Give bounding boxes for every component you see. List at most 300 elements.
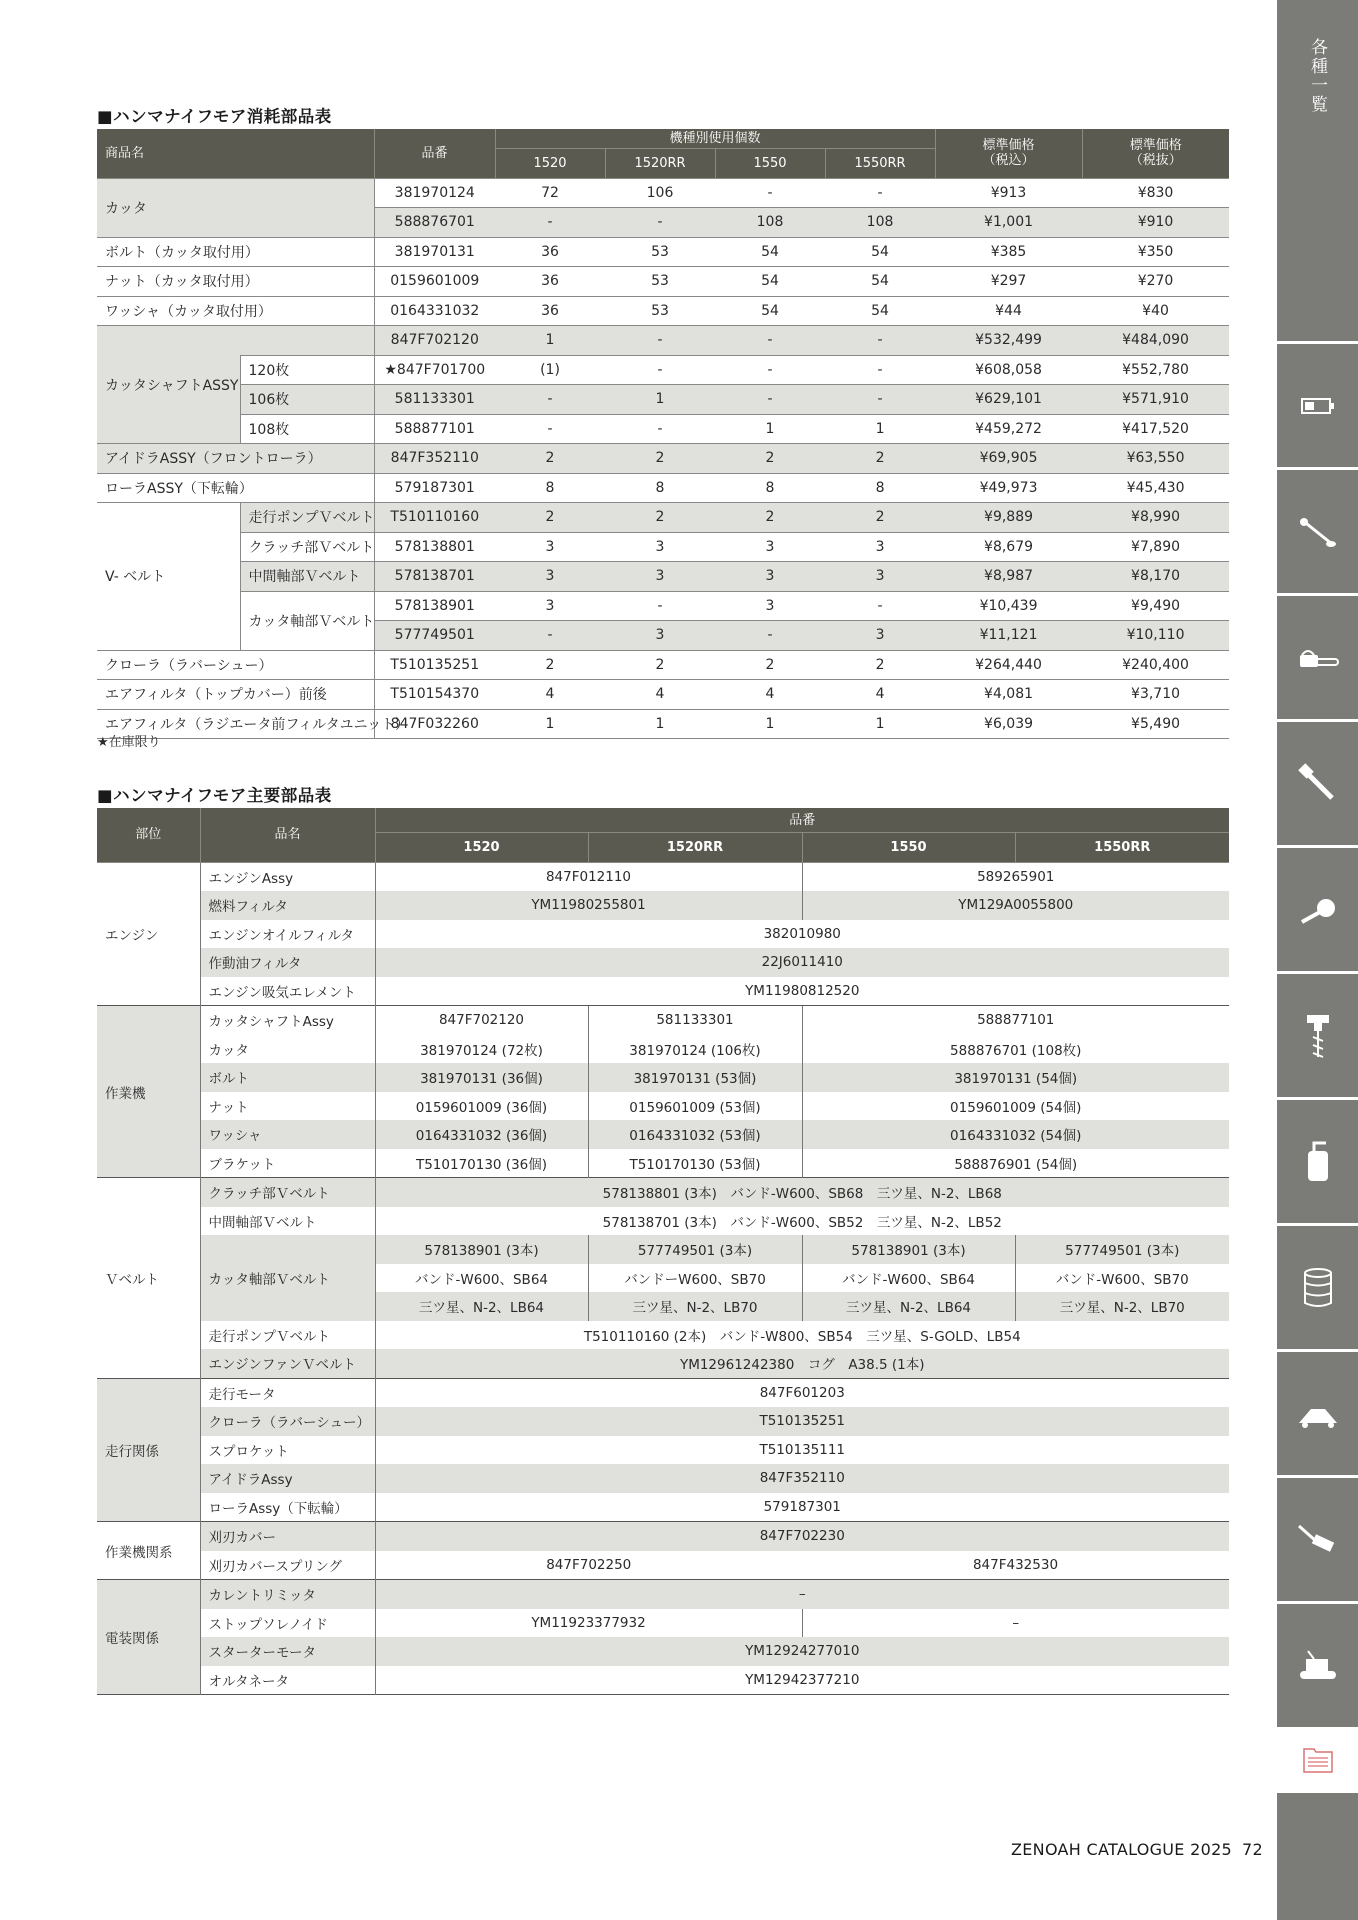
part-number: – (802, 1609, 1229, 1638)
table-row (97, 1666, 1229, 1695)
qty-cell: 2 (715, 650, 825, 680)
part-name: ナット (200, 1092, 375, 1121)
price-excl: ¥571,910 (1082, 385, 1229, 415)
tab-auger[interactable] (1277, 974, 1358, 1097)
part-number: YM11980255801 (375, 891, 802, 920)
qty-cell: - (715, 355, 825, 385)
qty-cell: 106 (605, 178, 715, 208)
qty-cell: - (825, 591, 935, 621)
qty-cell: 8 (495, 473, 605, 503)
tab-cultivator[interactable] (1277, 1478, 1358, 1601)
qty-cell: 54 (715, 237, 825, 267)
table-row (97, 709, 1229, 739)
qty-cell: 54 (825, 237, 935, 267)
tab-fuel-drum[interactable] (1277, 1226, 1358, 1349)
price-incl: ¥297 (935, 267, 1082, 297)
qty-cell: - (495, 621, 605, 651)
part-number: ★847F701700 (374, 355, 495, 385)
chainsaw-icon (1296, 643, 1340, 673)
qty-cell: 53 (605, 237, 715, 267)
qty-cell: 36 (495, 267, 605, 297)
header-model: 1550 (715, 149, 825, 179)
qty-cell: 3 (495, 532, 605, 562)
table-row (97, 1551, 1229, 1580)
part-number: 847F432530 (972, 1556, 1059, 1573)
qty-cell: 36 (495, 237, 605, 267)
qty-cell: 54 (825, 296, 935, 326)
table-row (97, 1349, 1229, 1378)
qty-cell: 2 (605, 503, 715, 533)
header-part-no: 品番 (375, 808, 1229, 833)
qty-cell: 8 (825, 473, 935, 503)
part-number: 588877101 (802, 1006, 1229, 1035)
part-name: クローラ（ラバーシュー） (200, 1407, 375, 1436)
main-parts-table (97, 808, 1229, 1695)
stock-note: ★在庫限り (97, 735, 161, 750)
table-row (97, 1235, 1229, 1264)
part-name: 刈刃カバースプリング (200, 1551, 375, 1580)
header-model: 1520RR (588, 833, 802, 863)
table-row (97, 267, 1229, 297)
table-row (97, 414, 1229, 444)
part-number: 381970124 (72枚) (375, 1035, 588, 1064)
part-name: 刈刃カバー (200, 1522, 375, 1551)
table-row (97, 1092, 1229, 1121)
part-name: オルタネータ (200, 1666, 375, 1695)
catalogue-name: ZENOAH CATALOGUE 2025 (1011, 1840, 1233, 1859)
qty-cell: - (825, 355, 935, 385)
qty-cell: 3 (825, 621, 935, 651)
table-row (97, 948, 1229, 977)
price-incl: ¥629,101 (935, 385, 1082, 415)
table-row (97, 1580, 1229, 1609)
part-number: 579187301 (374, 473, 495, 503)
table-row (97, 473, 1229, 503)
part-number: 0159601009 (53個) (588, 1092, 802, 1121)
qty-cell: 3 (715, 532, 825, 562)
qty-cell: 3 (495, 562, 605, 592)
tab-hammer-knife-mower[interactable] (1277, 1604, 1358, 1727)
table-row (97, 444, 1229, 474)
qty-cell: - (605, 355, 715, 385)
part-name: 燃料フィルタ (200, 891, 375, 920)
belt-spec: バンド-W600、SB64 (375, 1264, 588, 1293)
price-incl: ¥8,679 (935, 532, 1082, 562)
part-number: YM12961242380 コグ A38.5 (1本) (375, 1349, 1229, 1378)
qty-cell: 4 (825, 680, 935, 710)
part-number: YM12942377210 (375, 1666, 1229, 1695)
part-number: 0164331032 (53個) (588, 1120, 802, 1149)
qty-cell: - (715, 326, 825, 356)
table-row (97, 650, 1229, 680)
part-number: 0159601009 (54個) (802, 1092, 1229, 1121)
part-number: 847F702120 (375, 1006, 588, 1035)
belt-spec: バンド-W600、SB70 (1015, 1264, 1229, 1293)
header-section: 部位 (97, 808, 200, 862)
price-excl: ¥3,710 (1082, 680, 1229, 710)
belt-spec: 三ツ星、N-2、LB70 (588, 1292, 802, 1321)
belt-spec: 三ツ星、N-2、LB64 (375, 1292, 588, 1321)
part-number: 0159601009 (36個) (375, 1092, 588, 1121)
product-name: アイドラASSY（フロントローラ） (97, 444, 374, 474)
header-price-excl: 標準価格 （税抜） (1082, 129, 1229, 178)
product-name: エアフィルタ（ラジエータ前フィルタユニット） (97, 709, 374, 739)
part-number: 381970131 (54個) (802, 1063, 1229, 1092)
belt-spec: バンドーW600、SB70 (588, 1264, 802, 1293)
tab-hedge-trimmer[interactable] (1277, 722, 1358, 845)
part-number: 578138901 (374, 591, 495, 621)
product-name: クローラ（ラバーシュー） (97, 650, 374, 680)
part-number: 579187301 (375, 1493, 1229, 1522)
blower-icon (1298, 892, 1338, 928)
section-label: 作業機関系 (97, 1522, 200, 1580)
price-excl: ¥270 (1082, 267, 1229, 297)
belt-spec: バンド-W600、SB64 (802, 1264, 1015, 1293)
price-incl: ¥6,039 (935, 709, 1082, 739)
part-name: カレントリミッタ (200, 1580, 375, 1609)
sub-name: 中間軸部Ｖベルト (240, 562, 374, 592)
sub-name: 走行ポンプＶベルト (240, 503, 374, 533)
price-incl: ¥49,973 (935, 473, 1082, 503)
part-number: T510135111 (375, 1436, 1229, 1465)
header-model: 1520 (495, 149, 605, 179)
part-number: T510135251 (375, 1407, 1229, 1436)
qty-cell: 53 (605, 296, 715, 326)
table-row (97, 1178, 1229, 1207)
hammer-knife-mower-icon (1294, 1649, 1342, 1683)
part-name: 走行モータ (200, 1378, 375, 1407)
table-row (97, 1464, 1229, 1493)
product-name: ローラASSY（下転輪） (97, 473, 374, 503)
hedge-trimmer-icon (1298, 764, 1338, 804)
part-number: 381970131 (36個) (375, 1063, 588, 1092)
qty-cell: - (495, 208, 605, 238)
table-row (97, 532, 1229, 562)
part-number: 0164331032 (36個) (375, 1120, 588, 1149)
qty-cell: 3 (715, 562, 825, 592)
part-number: – (375, 1580, 1229, 1609)
part-number: T510110160 (2本) バンド-W800、SB54 三ツ星、S-GOLD、LB54 (375, 1321, 1229, 1350)
table-row (97, 1637, 1229, 1666)
part-number: 578138701 (3本) バンド-W600、SB52 三ツ星、N-2、LB52 (375, 1207, 1229, 1236)
mower-icon (1295, 1399, 1341, 1429)
index-label: 各種一覧 (1307, 38, 1327, 114)
part-name: スターターモータ (200, 1637, 375, 1666)
qty-cell: 3 (715, 591, 825, 621)
qty-cell: 1 (825, 709, 935, 739)
price-incl: ¥11,121 (935, 621, 1082, 651)
qty-cell: 2 (715, 444, 825, 474)
qty-cell: - (495, 385, 605, 415)
product-name: カッタ (97, 178, 374, 237)
price-excl: ¥417,520 (1082, 414, 1229, 444)
fuel-drum-icon (1302, 1267, 1334, 1309)
part-number: 581133301 (588, 1006, 802, 1035)
document-list-icon (1301, 1745, 1335, 1775)
section-label: 走行関係 (97, 1378, 200, 1522)
price-excl: ¥45,430 (1082, 473, 1229, 503)
price-excl: ¥830 (1082, 178, 1229, 208)
part-name: ボルト (200, 1063, 375, 1092)
product-name: ボルト（カッタ取付用） (97, 237, 374, 267)
part-number: T510154370 (374, 680, 495, 710)
part-name: エンジンAssy (200, 862, 375, 891)
part-number: 22J6011410 (375, 948, 1229, 977)
price-excl: ¥8,170 (1082, 562, 1229, 592)
belt-spec: 三ツ星、N-2、LB70 (1015, 1292, 1229, 1321)
qty-cell: 1 (605, 385, 715, 415)
price-excl: ¥484,090 (1082, 326, 1229, 356)
qty-cell: - (605, 326, 715, 356)
qty-cell: 54 (715, 296, 825, 326)
part-number: 847F702250 (375, 1551, 802, 1580)
part-number: 578138901 (3本) (802, 1235, 1015, 1264)
table-row (97, 1436, 1229, 1465)
table-row (97, 326, 1229, 356)
table-row (97, 1609, 1229, 1638)
part-name: 中間軸部Ｖベルト (200, 1207, 375, 1236)
part-number: 847F012110 (375, 862, 802, 891)
qty-cell: 2 (495, 650, 605, 680)
tab-mower[interactable] (1277, 1352, 1358, 1475)
part-number: 382010980 (375, 920, 1229, 949)
tab-blank (1277, 1793, 1358, 1920)
section-label: Ｖベルト (97, 1178, 200, 1379)
price-incl: ¥8,987 (935, 562, 1082, 592)
part-number: 588877101 (374, 414, 495, 444)
table-row (97, 1493, 1229, 1522)
table-row (97, 178, 1229, 208)
part-number: 577749501 (3本) (1015, 1235, 1229, 1264)
part-number: 381970124 (106枚) (588, 1035, 802, 1064)
part-number: 847F032260 (374, 709, 495, 739)
tab-index-list[interactable] (1277, 0, 1358, 341)
part-number: 581133301 (374, 385, 495, 415)
page-number: 72 (1242, 1840, 1263, 1859)
qty-cell: 1 (605, 709, 715, 739)
part-number: 577749501 (374, 621, 495, 651)
header-part-no: 品番 (374, 129, 495, 178)
price-excl: ¥8,990 (1082, 503, 1229, 533)
qty-cell: - (605, 591, 715, 621)
header-price-incl: 標準価格 （税込） (935, 129, 1082, 178)
qty-cell: 54 (825, 267, 935, 297)
cultivator-icon (1295, 1522, 1341, 1558)
qty-cell: - (825, 326, 935, 356)
qty-cell: 2 (825, 503, 935, 533)
price-incl: ¥913 (935, 178, 1082, 208)
product-name: V- ベルト (97, 503, 240, 651)
qty-cell: 2 (495, 503, 605, 533)
part-number: 381970124 (374, 178, 495, 208)
table-row (97, 591, 1229, 621)
part-number: 0159601009 (374, 267, 495, 297)
part-number: 847F352110 (375, 1464, 1229, 1493)
index-sidebar (1277, 0, 1358, 1920)
qty-cell: 108 (715, 208, 825, 238)
qty-cell: - (825, 178, 935, 208)
table-row (97, 1522, 1229, 1551)
table-row (97, 1149, 1229, 1178)
part-name: クラッチ部Ｖベルト (200, 1178, 375, 1207)
table-row (97, 1063, 1229, 1092)
price-incl: ¥10,439 (935, 591, 1082, 621)
price-excl: ¥552,780 (1082, 355, 1229, 385)
part-name: アイドラAssy (200, 1464, 375, 1493)
qty-cell: 1 (495, 326, 605, 356)
part-number: T510135251 (374, 650, 495, 680)
table-row (97, 503, 1229, 533)
qty-cell: 2 (605, 444, 715, 474)
header-model: 1520 (375, 833, 588, 863)
qty-cell: 54 (715, 267, 825, 297)
qty-cell: 2 (825, 650, 935, 680)
part-number: 381970131 (53個) (588, 1063, 802, 1092)
table-row (97, 977, 1229, 1006)
header-model: 1550RR (825, 149, 935, 179)
qty-cell: - (715, 178, 825, 208)
tab-chainsaw[interactable] (1277, 596, 1358, 719)
belt-spec: 三ツ星、N-2、LB64 (802, 1292, 1015, 1321)
price-incl: ¥459,272 (935, 414, 1082, 444)
qty-cell: 108 (825, 208, 935, 238)
table-row (97, 562, 1229, 592)
price-incl: ¥608,058 (935, 355, 1082, 385)
qty-cell: 3 (605, 532, 715, 562)
price-excl: ¥240,400 (1082, 650, 1229, 680)
price-incl: ¥4,081 (935, 680, 1082, 710)
part-number: 588876701 (108枚) (802, 1035, 1229, 1064)
table-row (97, 920, 1229, 949)
qty-cell: 4 (495, 680, 605, 710)
tab-blower[interactable] (1277, 848, 1358, 971)
table-row (97, 1378, 1229, 1407)
qty-cell: 3 (605, 621, 715, 651)
part-number: 578138801 (3本) バンド-W600、SB68 三ツ星、N-2、LB68 (375, 1178, 1229, 1207)
qty-cell: 2 (715, 503, 825, 533)
sub-name: 108枚 (240, 414, 374, 444)
sprayer-icon (1302, 1139, 1334, 1185)
sub-name: カッタ軸部Ｖベルト (240, 591, 374, 650)
part-number: 381970131 (374, 237, 495, 267)
qty-cell: 3 (825, 532, 935, 562)
qty-cell: 8 (715, 473, 825, 503)
price-incl: ¥532,499 (935, 326, 1082, 356)
part-name: エンジンオイルフィルタ (200, 920, 375, 949)
part-number: 0164331032 (54個) (802, 1120, 1229, 1149)
product-name: カッタシャフトASSY (97, 326, 240, 444)
header-model: 1550 (802, 833, 1015, 863)
product-name: エアフィルタ（トップカバー）前後 (97, 680, 374, 710)
qty-cell: 3 (495, 591, 605, 621)
price-excl: ¥7,890 (1082, 532, 1229, 562)
price-incl: ¥69,905 (935, 444, 1082, 474)
part-name: カッタ (200, 1035, 375, 1064)
qty-cell: - (715, 385, 825, 415)
price-excl: ¥5,490 (1082, 709, 1229, 739)
price-incl: ¥1,001 (935, 208, 1082, 238)
part-name: ワッシャ (200, 1120, 375, 1149)
tab-battery[interactable] (1277, 344, 1358, 467)
price-excl: ¥350 (1082, 237, 1229, 267)
table-row (97, 1207, 1229, 1236)
qty-cell: 72 (495, 178, 605, 208)
part-number: YM11923377932 (375, 1609, 802, 1638)
price-excl: ¥10,110 (1082, 621, 1229, 651)
part-number: T510170130 (36個) (375, 1149, 588, 1178)
section-label: 電装関係 (97, 1580, 200, 1695)
part-number: 589265901 (802, 862, 1229, 891)
part-number: 588876901 (54個) (802, 1149, 1229, 1178)
table-row (97, 385, 1229, 415)
sub-name (240, 326, 374, 356)
header-product: 商品名 (97, 129, 374, 178)
table-row (97, 1006, 1229, 1035)
part-number: YM129A0055800 (802, 891, 1229, 920)
table-row (97, 1321, 1229, 1350)
battery-icon (1300, 395, 1336, 417)
part-name: エンジンファンＶベルト (200, 1349, 375, 1378)
part-name: カッタ軸部Ｖベルト (200, 1235, 375, 1321)
price-excl: ¥9,490 (1082, 591, 1229, 621)
price-excl: ¥40 (1082, 296, 1229, 326)
qty-cell: 53 (605, 267, 715, 297)
price-incl: ¥264,440 (935, 650, 1082, 680)
qty-cell: 3 (825, 562, 935, 592)
tab-sprayer[interactable] (1277, 1100, 1358, 1223)
header-usage-group: 機種別使用個数 (495, 129, 935, 149)
qty-cell: 1 (825, 414, 935, 444)
part-name: エンジン吸気エレメント (200, 977, 375, 1006)
main-parts-title: ■ハンマナイフモア主要部品表 (97, 786, 332, 805)
qty-cell: 4 (605, 680, 715, 710)
table-row (97, 1407, 1229, 1436)
trimmer-icon (1298, 514, 1338, 550)
tab-trimmer[interactable] (1277, 470, 1358, 593)
table-row (97, 1120, 1229, 1149)
section-label: エンジン (97, 862, 200, 1006)
header-model: 1520RR (605, 149, 715, 179)
part-number: 0164331032 (374, 296, 495, 326)
product-name: ナット（カッタ取付用） (97, 267, 374, 297)
header-name: 品名 (200, 808, 375, 862)
page-footer (1001, 1840, 1263, 1859)
part-number: 847F702230 (375, 1522, 1229, 1551)
qty-cell: 1 (495, 709, 605, 739)
qty-cell: 2 (495, 444, 605, 474)
table-row (97, 862, 1229, 891)
part-number: 847F352110 (374, 444, 495, 474)
auger-icon (1303, 1011, 1333, 1061)
qty-cell: - (825, 385, 935, 415)
qty-cell: 1 (715, 414, 825, 444)
part-number: 847F601203 (375, 1378, 1229, 1407)
part-number: YM11980812520 (375, 977, 1229, 1006)
table-row (97, 355, 1229, 385)
price-excl: ¥910 (1082, 208, 1229, 238)
tab-parts-list[interactable] (1277, 1730, 1358, 1790)
part-number: 577749501 (3本) (588, 1235, 802, 1264)
table-row (97, 891, 1229, 920)
part-number: T510110160 (374, 503, 495, 533)
part-name: ストップソレノイド (200, 1609, 375, 1638)
price-incl: ¥44 (935, 296, 1082, 326)
price-incl: ¥385 (935, 237, 1082, 267)
price-incl: ¥9,889 (935, 503, 1082, 533)
part-number: 578138701 (374, 562, 495, 592)
qty-cell: 3 (605, 562, 715, 592)
part-name: スプロケット (200, 1436, 375, 1465)
